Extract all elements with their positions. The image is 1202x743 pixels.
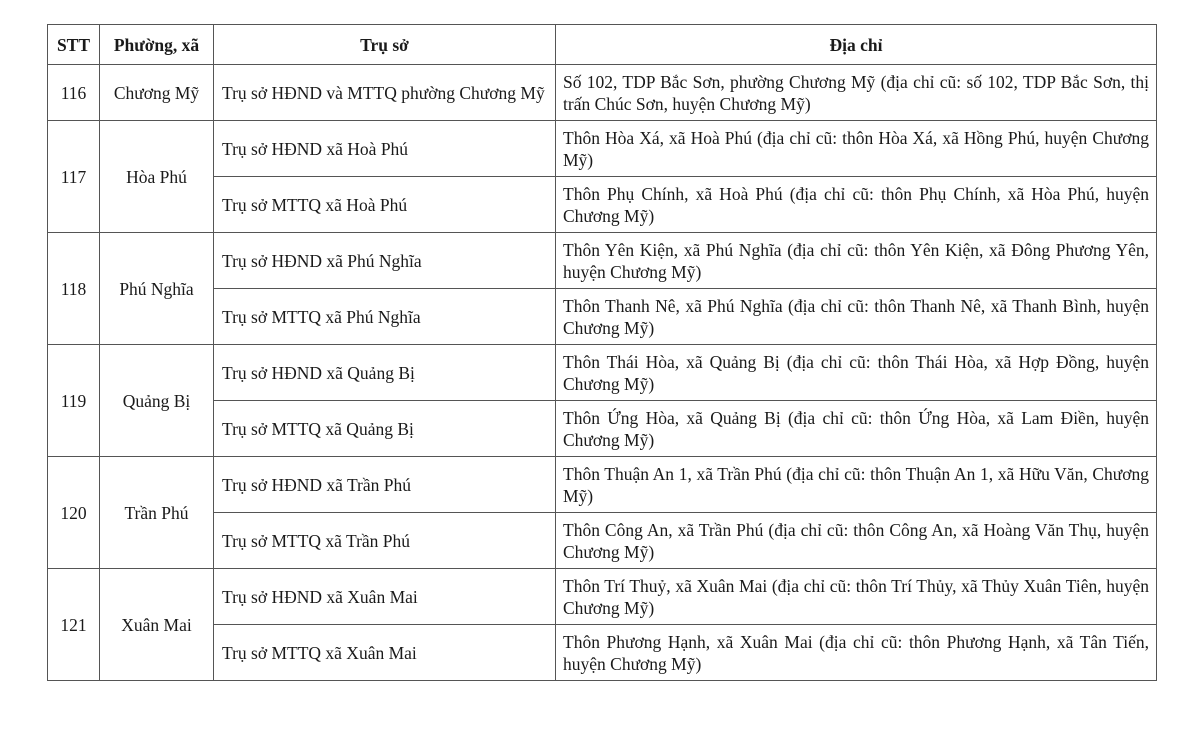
stt-cell: 117 — [48, 121, 100, 233]
office-cell: Trụ sở HĐND và MTTQ phường Chương Mỹ — [214, 65, 556, 121]
table-row — [48, 65, 1157, 121]
table-row — [48, 625, 1157, 681]
address-cell: Thôn Hòa Xá, xã Hoà Phú (địa chỉ cũ: thôn Hòa Xá, xã Hồng Phú, huyện Chương Mỹ) — [556, 121, 1157, 177]
stt-cell: 121 — [48, 569, 100, 681]
table-row — [48, 513, 1157, 569]
table-row — [48, 457, 1157, 513]
table-row — [48, 345, 1157, 401]
office-cell: Trụ sở HĐND xã Xuân Mai — [214, 569, 556, 625]
stt-cell: 116 — [48, 65, 100, 121]
header-office: Trụ sở — [214, 25, 556, 65]
ward-cell: Hòa Phú — [100, 121, 214, 233]
office-cell: Trụ sở HĐND xã Phú Nghĩa — [214, 233, 556, 289]
ward-cell: Xuân Mai — [100, 569, 214, 681]
header-ward: Phường, xã — [100, 25, 214, 65]
address-cell: Thôn Phụ Chính, xã Hoà Phú (địa chỉ cũ: thôn Phụ Chính, xã Hòa Phú, huyện Chương Mỹ) — [556, 177, 1157, 233]
table-row — [48, 289, 1157, 345]
ward-cell: Quảng Bị — [100, 345, 214, 457]
address-cell: Thôn Yên Kiện, xã Phú Nghĩa (địa chỉ cũ: thôn Yên Kiện, xã Đông Phương Yên, huyện Chương Mỹ) — [556, 233, 1157, 289]
table-row — [48, 569, 1157, 625]
ward-cell: Phú Nghĩa — [100, 233, 214, 345]
table-row — [48, 233, 1157, 289]
office-cell: Trụ sở MTTQ xã Trần Phú — [214, 513, 556, 569]
address-cell: Thôn Phương Hạnh, xã Xuân Mai (địa chỉ cũ: thôn Phương Hạnh, xã Tân Tiến, huyện Chương Mỹ) — [556, 625, 1157, 681]
ward-cell: Trần Phú — [100, 457, 214, 569]
address-cell: Thôn Thuận An 1, xã Trần Phú (địa chỉ cũ: thôn Thuận An 1, xã Hữu Văn, Chương Mỹ) — [556, 457, 1157, 513]
address-cell: Số 102, TDP Bắc Sơn, phường Chương Mỹ (địa chỉ cũ: số 102, TDP Bắc Sơn, thị trấn Chúc Sơn, huyện Chương Mỹ) — [556, 65, 1157, 121]
stt-cell: 119 — [48, 345, 100, 457]
address-cell: Thôn Công An, xã Trần Phú (địa chỉ cũ: thôn Công An, xã Hoàng Văn Thụ, huyện Chương Mỹ) — [556, 513, 1157, 569]
address-cell: Thôn Thái Hòa, xã Quảng Bị (địa chỉ cũ: thôn Thái Hòa, xã Hợp Đồng, huyện Chương Mỹ) — [556, 345, 1157, 401]
ward-cell: Chương Mỹ — [100, 65, 214, 121]
office-cell: Trụ sở MTTQ xã Phú Nghĩa — [214, 289, 556, 345]
office-cell: Trụ sở MTTQ xã Xuân Mai — [214, 625, 556, 681]
address-cell: Thôn Ứng Hòa, xã Quảng Bị (địa chỉ cũ: thôn Ứng Hòa, xã Lam Điền, huyện Chương Mỹ) — [556, 401, 1157, 457]
header-row — [48, 25, 1157, 65]
header-address: Địa chỉ — [556, 25, 1157, 65]
table-row — [48, 121, 1157, 177]
office-cell: Trụ sở MTTQ xã Quảng Bị — [214, 401, 556, 457]
header-stt: STT — [48, 25, 100, 65]
stt-cell: 118 — [48, 233, 100, 345]
office-address-table — [47, 24, 1157, 681]
office-cell: Trụ sở HĐND xã Hoà Phú — [214, 121, 556, 177]
stt-cell: 120 — [48, 457, 100, 569]
address-cell: Thôn Thanh Nê, xã Phú Nghĩa (địa chỉ cũ: thôn Thanh Nê, xã Thanh Bình, huyện Chương Mỹ) — [556, 289, 1157, 345]
office-cell: Trụ sở MTTQ xã Hoà Phú — [214, 177, 556, 233]
office-cell: Trụ sở HĐND xã Quảng Bị — [214, 345, 556, 401]
table-row — [48, 177, 1157, 233]
address-cell: Thôn Trí Thuỷ, xã Xuân Mai (địa chỉ cũ: thôn Trí Thủy, xã Thủy Xuân Tiên, huyện Chương Mỹ) — [556, 569, 1157, 625]
table-row — [48, 401, 1157, 457]
office-cell: Trụ sở HĐND xã Trần Phú — [214, 457, 556, 513]
